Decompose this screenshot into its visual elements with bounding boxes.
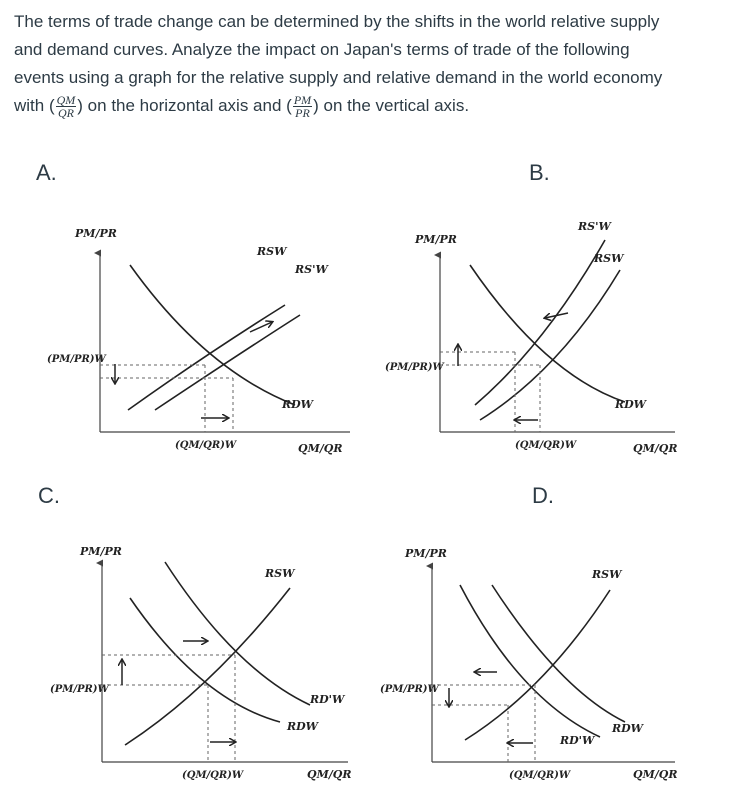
panel-c-price-label: (PM/PR)W (50, 684, 109, 695)
panel-b-rd-label: RDW (615, 398, 647, 411)
with-text: with ( (14, 96, 55, 115)
panel-d-price-label: (PM/PR)W (380, 684, 439, 695)
panel-d-rd-new-curve (460, 585, 600, 737)
panel-b-graph (385, 220, 678, 455)
end-text: ) on the vertical axis. (313, 96, 470, 115)
panel-c-rd-new-curve (165, 562, 310, 705)
question-line-1: The terms of trade change can be determined by the shifts in the world relative supply (14, 12, 660, 31)
panel-c-rd-label: RDW (287, 720, 319, 733)
panel-b-price-label: (PM/PR)W (385, 362, 444, 373)
panel-d-rd-label: RDW (612, 722, 644, 735)
panel-d-label: D. (532, 483, 554, 508)
panel-c-qty-label: (QM/QR)W (182, 770, 244, 781)
panel-d-graph (380, 547, 678, 781)
panel-a-rs-new-curve (155, 315, 300, 410)
panel-b-rs-curve (480, 270, 620, 420)
panel-c-y-label: PM/PR (80, 545, 122, 558)
question-line-2: and demand curves. Analyze the impact on Japan's terms of trade of the following (14, 40, 630, 59)
mid-text: ) on the horizontal axis and ( (77, 96, 292, 115)
panel-b-x-label: QM/QR (633, 442, 678, 455)
question-line-3: events using a graph for the relative supply and relative demand in the world economy (14, 68, 663, 87)
panel-a-x-label: QM/QR (298, 442, 343, 455)
panel-b-qty-label: (QM/QR)W (515, 440, 577, 451)
h-numerator: QM (56, 93, 76, 108)
panel-b-y-label: PM/PR (415, 233, 457, 246)
panel-d-y-label: PM/PR (405, 547, 447, 560)
v-numerator: PM (293, 93, 312, 108)
h-denominator: QR (57, 106, 74, 121)
panel-d-x-label: QM/QR (633, 768, 678, 781)
panel-d-qty-label: (QM/QR)W (509, 770, 571, 781)
panel-c-x-label: QM/QR (307, 768, 352, 781)
panel-a-rs-new-label: RS'W (295, 263, 328, 276)
panel-a-rs-curve (128, 305, 285, 410)
panel-d-rd-curve (492, 585, 625, 722)
panel-a-qty-label: (QM/QR)W (175, 440, 237, 451)
panel-c-rs-label: RSW (265, 567, 295, 580)
panel-a-y-label: PM/PR (75, 227, 117, 240)
panel-a-price-label: (PM/PR)W (47, 354, 106, 365)
panel-a-label: A. (36, 160, 57, 185)
panel-b-shift-arrow (545, 313, 568, 318)
panel-c-label: C. (38, 483, 60, 508)
v-denominator: PR (295, 106, 310, 121)
panel-d-rd-new-label: RD'W (560, 734, 595, 747)
panel-c-rd-new-label: RD'W (310, 693, 345, 706)
panel-a-rd-label: RDW (282, 398, 314, 411)
panel-b-label: B. (529, 160, 550, 185)
panel-b-rs-label: RSW (594, 252, 624, 265)
panel-b-rs-new-label: RS'W (578, 220, 611, 233)
panel-a-rs-label: RSW (257, 245, 287, 258)
panel-a-shift-arrow (250, 322, 272, 332)
panel-d-rs-curve (465, 590, 610, 740)
panel-a-graph (47, 227, 350, 455)
panel-c-graph (50, 545, 352, 781)
panel-b-rd-curve (470, 265, 625, 402)
panel-d-rs-label: RSW (592, 568, 622, 581)
